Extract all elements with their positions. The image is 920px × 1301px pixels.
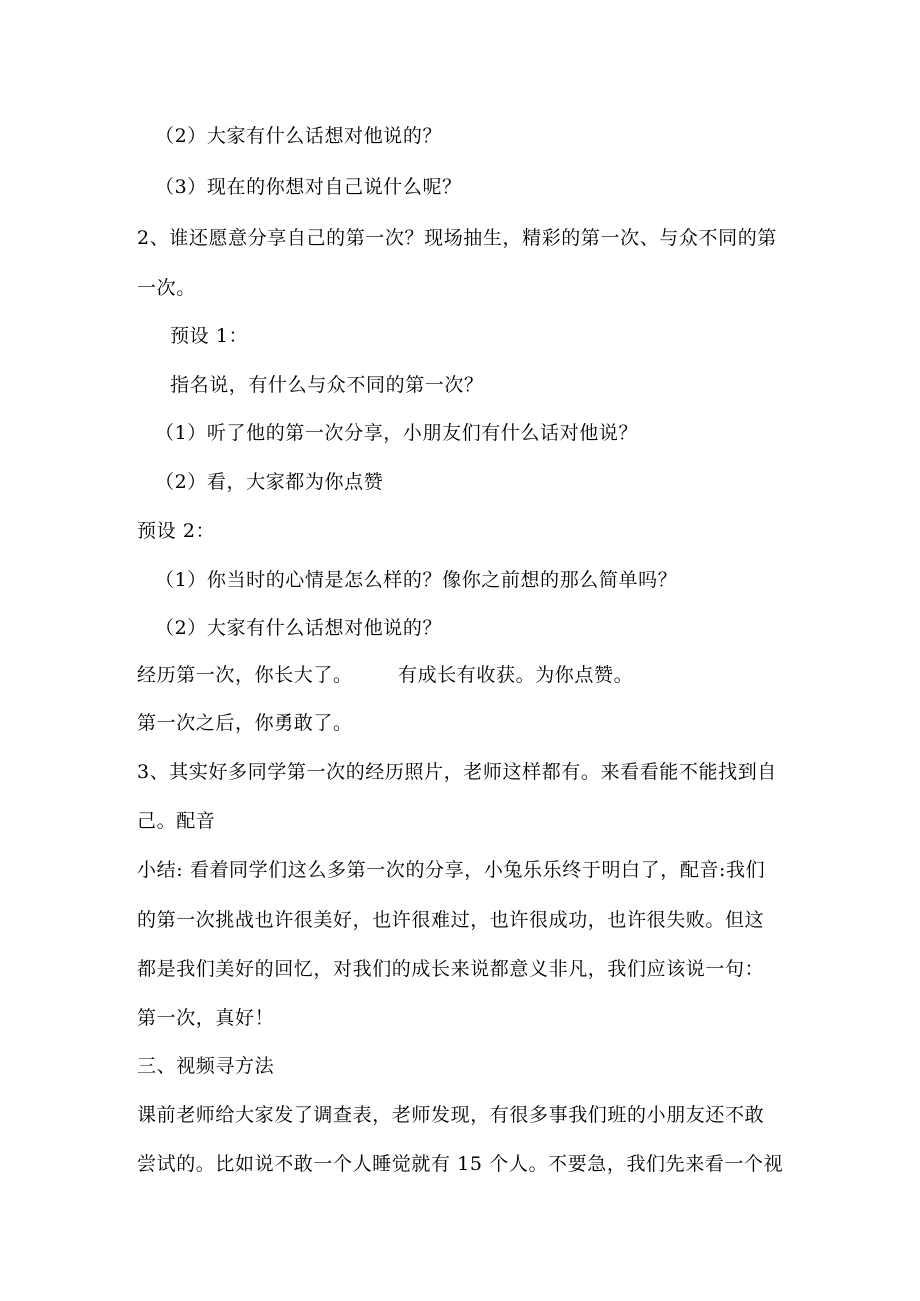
- section-heading: 三、视频寻方法: [137, 1055, 275, 1077]
- summary-line: 都是我们美好的回忆，对我们的成长来说都意义非凡，我们应该说一句：: [137, 958, 765, 980]
- text-line: 尝试的。比如说不敢一个人睡觉就有 15 个人。不要急，我们先来看一个视: [137, 1153, 784, 1175]
- summary-line: 的第一次挑战也许很美好，也许很难过，也许很成功，也许很失败。但这: [137, 909, 765, 931]
- text-line: 经历第一次，你长大了。: [137, 664, 353, 686]
- text-line: 2、谁还愿意分享自己的第一次？现场抽生，精彩的第一次、与众不同的第: [137, 227, 777, 249]
- text-line: （1）你当时的心情是怎么样的？像你之前想的那么简单吗？: [155, 569, 678, 591]
- text-line: 己。配音: [137, 810, 216, 832]
- text-line: 3、其实好多同学第一次的经历照片，老师这样都有。来看看能不能找到自: [137, 761, 777, 783]
- text-line: 一次。: [137, 277, 196, 299]
- text-line: 第一次之后，你勇敢了。: [137, 712, 353, 734]
- text-line: 课前老师给大家发了调查表，老师发现，有很多事我们班的小朋友还不敢: [137, 1104, 765, 1126]
- preset-heading: 预设 1：: [170, 325, 249, 347]
- text-line: 指名说，有什么与众不同的第一次？: [170, 374, 484, 396]
- text-line: （1）听了他的第一次分享，小朋友们有什么话对他说？: [155, 422, 639, 444]
- text-line: 有成长有收获。为你点赞。: [398, 664, 634, 686]
- text-line: （2）大家有什么话想对他说的？: [155, 125, 443, 147]
- text-line: （2）大家有什么话想对他说的？: [155, 617, 443, 639]
- summary-line: 小结: 看着同学们这么多第一次的分享，小兔乐乐终于明白了，配音:我们: [137, 859, 766, 881]
- summary-line: 第一次，真好！: [137, 1007, 275, 1029]
- text-line: （3）现在的你想对自己说什么呢？: [155, 176, 462, 198]
- text-line: （2）看，大家都为你点赞: [155, 471, 384, 493]
- preset-heading: 预设 2：: [137, 520, 216, 542]
